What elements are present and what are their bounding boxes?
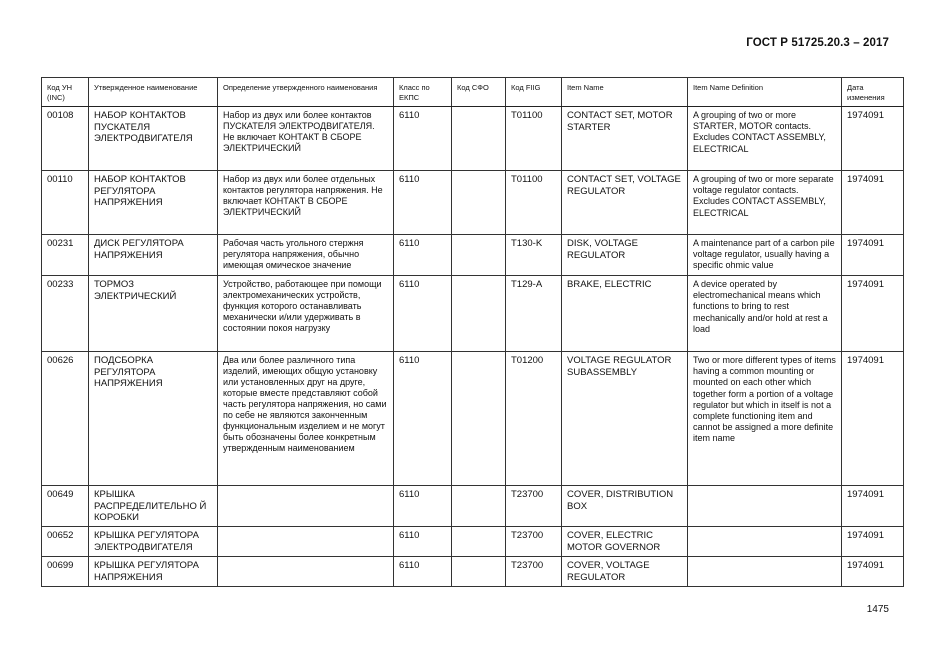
cell-definition: Рабочая часть угольного стержня регулятора напряжения, обычно имеющая омическое значение: [218, 235, 394, 276]
cell-class: 6110: [394, 557, 452, 587]
cell-date: 1974091: [842, 527, 904, 557]
cell-sfo: [452, 276, 506, 352]
cell-code: 00626: [42, 352, 89, 486]
cell-approved-name: ТОРМОЗ ЭЛЕКТРИЧЕСКИЙ: [89, 276, 218, 352]
cell-fiig: T01100: [506, 107, 562, 171]
col-header-item-name: Item Name: [562, 78, 688, 107]
cell-definition: [218, 527, 394, 557]
cell-class: 6110: [394, 235, 452, 276]
col-header-fiig: Код FIIG: [506, 78, 562, 107]
cell-definition: [218, 557, 394, 587]
cell-code: 00699: [42, 557, 89, 587]
cell-fiig: T129-A: [506, 276, 562, 352]
cell-approved-name: КРЫШКА РЕГУЛЯТОРА НАПРЯЖЕНИЯ: [89, 557, 218, 587]
cell-date: 1974091: [842, 352, 904, 486]
cell-sfo: [452, 557, 506, 587]
table-row: [42, 352, 904, 486]
cell-item-definition: [688, 527, 842, 557]
cell-definition: Устройство, работающее при помощи электромеханических устройств, функция которого останавливать механически и/или удерживать в состоянии покоя нагрузку: [218, 276, 394, 352]
col-header-sfo: Код СФО: [452, 78, 506, 107]
cell-fiig: T23700: [506, 486, 562, 527]
cell-date: 1974091: [842, 235, 904, 276]
col-header-code: Код УН (INC): [42, 78, 89, 107]
cell-item-name: DISK, VOLTAGE REGULATOR: [562, 235, 688, 276]
table-row: [42, 557, 904, 587]
cell-code: 00652: [42, 527, 89, 557]
cell-sfo: [452, 486, 506, 527]
cell-code: 00110: [42, 171, 89, 235]
cell-item-definition: A maintenance part of a carbon pile voltage regulator, usually having a specific ohmic value: [688, 235, 842, 276]
cell-approved-name: КРЫШКА РАСПРЕДЕЛИТЕЛЬНО Й КОРОБКИ: [89, 486, 218, 527]
cell-fiig: T23700: [506, 557, 562, 587]
cell-class: 6110: [394, 486, 452, 527]
cell-code: 00233: [42, 276, 89, 352]
cell-class: 6110: [394, 276, 452, 352]
cell-fiig: T130-K: [506, 235, 562, 276]
cell-item-definition: [688, 557, 842, 587]
cell-class: 6110: [394, 107, 452, 171]
cell-code: 00231: [42, 235, 89, 276]
cell-date: 1974091: [842, 557, 904, 587]
cell-sfo: [452, 352, 506, 486]
col-header-approved-name: Утвержденное наименование: [89, 78, 218, 107]
cell-fiig: T23700: [506, 527, 562, 557]
cell-item-definition: [688, 486, 842, 527]
table-row: [42, 276, 904, 352]
table-row: [42, 486, 904, 527]
cell-class: 6110: [394, 352, 452, 486]
cell-item-name: VOLTAGE REGULATOR SUBASSEMBLY: [562, 352, 688, 486]
cell-code: 00649: [42, 486, 89, 527]
cell-item-name: CONTACT SET, VOLTAGE REGULATOR: [562, 171, 688, 235]
table-row: [42, 171, 904, 235]
cell-item-definition: A grouping of two or more STARTER, MOTOR contacts. Excludes CONTACT ASSEMBLY, ELECTRICAL: [688, 107, 842, 171]
cell-item-name: COVER, ELECTRIC MOTOR GOVERNOR: [562, 527, 688, 557]
cell-approved-name: НАБОР КОНТАКТОВ ПУСКАТЕЛЯ ЭЛЕКТРОДВИГАТЕЛЯ: [89, 107, 218, 171]
table-row: [42, 235, 904, 276]
table-row: [42, 107, 904, 171]
cell-class: 6110: [394, 527, 452, 557]
cell-date: 1974091: [842, 276, 904, 352]
cell-fiig: T01100: [506, 171, 562, 235]
col-header-class: Класс по ЕКПС: [394, 78, 452, 107]
catalog-table: [41, 77, 904, 587]
document-standard-title: ГОСТ Р 51725.20.3 – 2017: [746, 37, 889, 49]
cell-item-name: BRAKE, ELECTRIC: [562, 276, 688, 352]
cell-definition: Набор из двух или более контактов ПУСКАТЕЛЯ ЭЛЕКТРОДВИГАТЕЛЯ. Не включает КОНТАКТ В СБОРЕ ЭЛЕКТРИЧЕСКИЙ: [218, 107, 394, 171]
col-header-item-definition: Item Name Definition: [688, 78, 842, 107]
cell-item-name: COVER, DISTRIBUTION BOX: [562, 486, 688, 527]
table-row: [42, 527, 904, 557]
cell-approved-name: ПОДСБОРКА РЕГУЛЯТОРА НАПРЯЖЕНИЯ: [89, 352, 218, 486]
cell-class: 6110: [394, 171, 452, 235]
col-header-definition: Определение утвержденного наименования: [218, 78, 394, 107]
cell-definition: [218, 486, 394, 527]
cell-fiig: T01200: [506, 352, 562, 486]
cell-item-name: COVER, VOLTAGE REGULATOR: [562, 557, 688, 587]
cell-definition: Два или более различного типа изделий, имеющих общую установку или установленных друг на друге, которые вместе представляют собой часть регулятора напряжения, но сами по себе не являются законченным функциональным изделием и не могут быть обозначены более конкретным утвержденным нaименованием: [218, 352, 394, 486]
col-header-date: Дата изменения: [842, 78, 904, 107]
cell-code: 00108: [42, 107, 89, 171]
cell-date: 1974091: [842, 486, 904, 527]
cell-approved-name: КРЫШКА РЕГУЛЯТОРА ЭЛЕКТРОДВИГАТЕЛЯ: [89, 527, 218, 557]
cell-approved-name: НАБОР КОНТАКТОВ РЕГУЛЯТОРА НАПРЯЖЕНИЯ: [89, 171, 218, 235]
cell-sfo: [452, 527, 506, 557]
cell-date: 1974091: [842, 107, 904, 171]
cell-sfo: [452, 171, 506, 235]
cell-item-name: CONTACT SET, MOTOR STARTER: [562, 107, 688, 171]
cell-sfo: [452, 107, 506, 171]
cell-item-definition: A device operated by electromechanical means which functions to bring to rest mechanically and/or hold at rest a load: [688, 276, 842, 352]
cell-definition: Набор из двух или более отдельных контактов регулятора напряжения. Не включает КОНТАКТ В СБОРЕ ЭЛЕКТРИЧЕСКИЙ: [218, 171, 394, 235]
table-header-row: [42, 78, 904, 107]
cell-item-definition: A grouping of two or more separate voltage regulator contacts. Excludes CONTACT ASSEMBLY, ELECTRICAL: [688, 171, 842, 235]
cell-approved-name: ДИСК РЕГУЛЯТОРА НАПРЯЖЕНИЯ: [89, 235, 218, 276]
cell-sfo: [452, 235, 506, 276]
cell-item-definition: Two or more different types of items having a common mounting or mounted on each other which together form a portion of a voltage regulator but which in itself is not a complete functioning item and cannot be assigned a more definite item name: [688, 352, 842, 486]
page-number: 1475: [866, 604, 889, 615]
cell-date: 1974091: [842, 171, 904, 235]
